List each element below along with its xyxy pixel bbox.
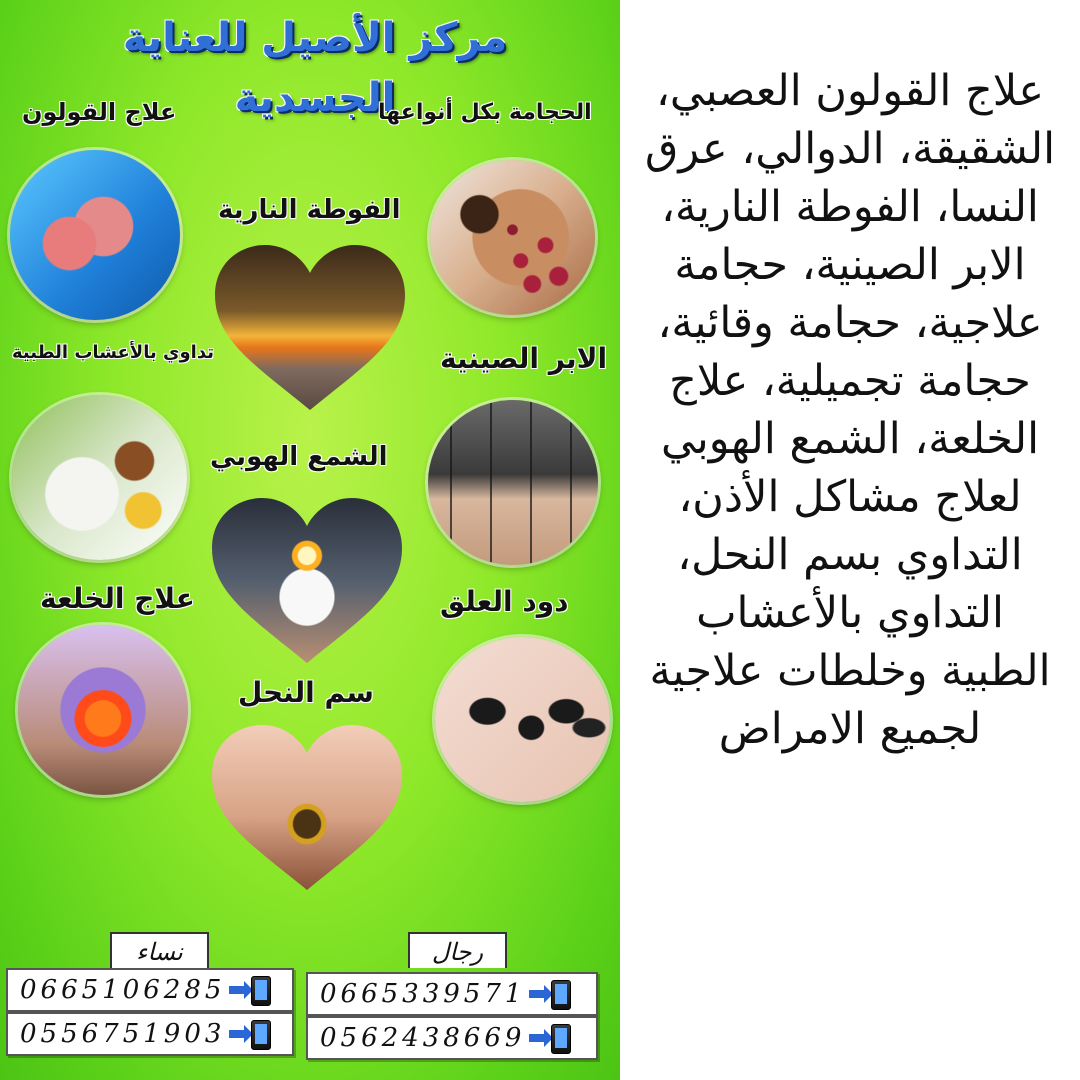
- ear-candle-photo: [212, 498, 402, 663]
- label-bee-venom: سم النحل: [238, 676, 374, 709]
- label-colon: علاج القولون: [22, 98, 177, 126]
- men-tab: رجال: [408, 932, 507, 968]
- label-fire-towel: الفوطة النارية: [218, 195, 401, 225]
- services-description: علاج القولون العصبي، الشقيقة، الدوالي، عرق النسا، الفوطة النارية، الابر الصينية، حجامة علاجية، حجامة وقائية، حجامة تجميلية، علاج الخلعة، الشمع الهوبي لعلاج مشاكل الأذن، التداوي بسم النحل، التداوي بالأعشاب الطبية وخلطات علاجية لجميع الامراض: [644, 66, 1056, 754]
- dislocation-photo: [18, 625, 188, 795]
- cupping-photo: [430, 160, 595, 315]
- phone-icon: [529, 979, 573, 1009]
- women-phone-2[interactable]: [6, 1012, 294, 1056]
- acupuncture-photo: [428, 400, 598, 565]
- label-dislocation: علاج الخلعة: [40, 582, 195, 615]
- label-leech: دود العلق: [440, 585, 569, 618]
- women-phone-1[interactable]: [6, 968, 294, 1012]
- phone-number: 0665339571: [320, 979, 526, 1009]
- label-herbs: تداوي بالأعشاب الطبية: [12, 342, 214, 363]
- fire-towel-photo: [215, 245, 405, 410]
- men-phone-2[interactable]: [306, 1016, 598, 1060]
- label-acupuncture: الابر الصينية: [440, 342, 608, 375]
- phone-number: 0562438669: [320, 1023, 526, 1053]
- herbs-photo: [12, 395, 187, 560]
- men-phone-1[interactable]: [306, 972, 598, 1016]
- label-ear-candle: الشمع الهوبي: [210, 442, 388, 472]
- flyer-title: مركز الأصيل للعناية الجسدية: [122, 15, 508, 121]
- phone-icon: [529, 1023, 573, 1053]
- leech-photo: [435, 637, 610, 802]
- phone-icon: [229, 975, 273, 1005]
- bee-venom-photo: [212, 725, 402, 890]
- phone-icon: [229, 1019, 273, 1049]
- women-tab: نساء: [110, 932, 209, 968]
- phone-number: 0665106285: [20, 975, 226, 1005]
- label-cupping: الحجامة بكل أنواعها: [378, 100, 592, 125]
- phone-number: 0556751903: [20, 1019, 226, 1049]
- colon-photo: [10, 150, 180, 320]
